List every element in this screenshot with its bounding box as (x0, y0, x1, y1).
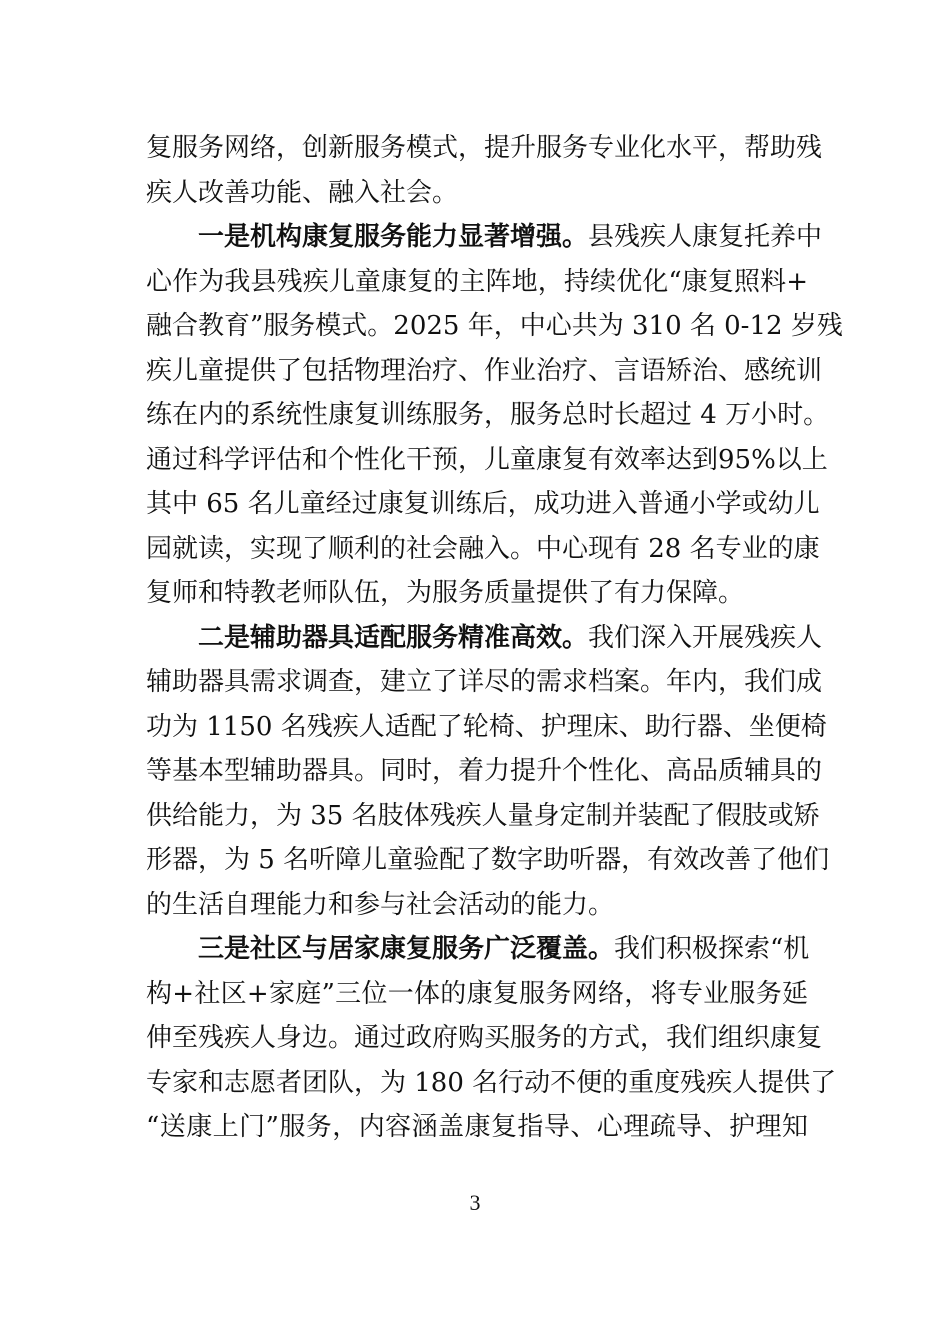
text-fragment: 县残疾人康复托养中 (588, 222, 823, 252)
text-line: 构+社区+家庭”三位一体的康复服务网络，将专业服务延 (146, 978, 808, 1009)
text-line: 等基本型辅助器具。同时，着力提升个性化、高品质辅具的 (146, 756, 823, 786)
text-line: 供给能力，为 35 名肢体残疾人量身定制并装配了假肢或矫 (146, 800, 820, 831)
text-line: 形器，为 5 名听障儿童验配了数字助听器，有效改善了他们 (146, 845, 830, 875)
text-line: 通过科学评估和个性化干预，儿童康复有效率达到95%以上 (146, 444, 828, 475)
paragraph-community-home-rehab (146, 927, 837, 1150)
text-line (146, 927, 808, 972)
text-line: 复服务网络，创新服务模式，提升服务专业化水平，帮助残 (146, 133, 823, 163)
text-line: 融合教育”服务模式。2025 年，中心共为 310 名 0-12 岁残 (146, 311, 843, 341)
text-line: 专家和志愿者团队，为 180 名行动不便的重度残疾人提供了 (146, 1067, 837, 1098)
text-line (146, 215, 823, 260)
text-line: 的生活自理能力和参与社会活动的能力。 (146, 889, 615, 920)
text-line: 园就读，实现了顺利的社会融入。中心现有 28 名专业的康 (146, 533, 820, 564)
text-fragment: 我们积极探索“机 (614, 934, 810, 964)
text-line: 练在内的系统性康复训练服务，服务总时长超过 4 万小时。 (146, 400, 830, 430)
text-line: 功为 1150 名残疾人适配了轮椅、护理床、助行器、坐便椅 (146, 711, 827, 742)
text-line: 其中 65 名儿童经过康复训练后，成功进入普通小学或幼儿 (146, 489, 820, 519)
paragraph-lead-heading: 一是机构康复服务能力显著增强。 (198, 222, 589, 252)
text-fragment: 我们深入开展残疾人 (588, 622, 823, 653)
text-line: 心作为我县残疾儿童康复的主阵地，持续优化“康复照料+ (146, 266, 808, 297)
paragraph-lead-heading: 二是辅助器具适配服务精准高效。 (198, 622, 589, 653)
text-line: 疾儿童提供了包括物理治疗、作业治疗、言语矫治、感统训 (146, 355, 823, 386)
paragraph-lead-heading: 三是社区与居家康复服务广泛覆盖。 (198, 934, 615, 964)
text-line: “送康上门”服务，内容涵盖康复指导、心理疏导、护理知 (146, 1112, 808, 1142)
document-body (146, 126, 843, 1150)
paragraph-assistive-devices (146, 616, 830, 928)
text-line: 辅助器具需求调查，建立了详尽的需求档案。年内，我们成 (146, 667, 823, 697)
text-line (146, 616, 823, 661)
text-line: 伸至残疾人身边。通过政府购买服务的方式，我们组织康复 (146, 1023, 823, 1053)
page-number: 3 (469, 1190, 481, 1215)
text-line: 复师和特教老师队伍，为服务质量提供了有力保障。 (146, 578, 745, 608)
paragraph-institutional-rehab (146, 215, 843, 616)
paragraph-intro (146, 126, 823, 215)
text-line: 疾人改善功能、融入社会。 (146, 177, 459, 208)
